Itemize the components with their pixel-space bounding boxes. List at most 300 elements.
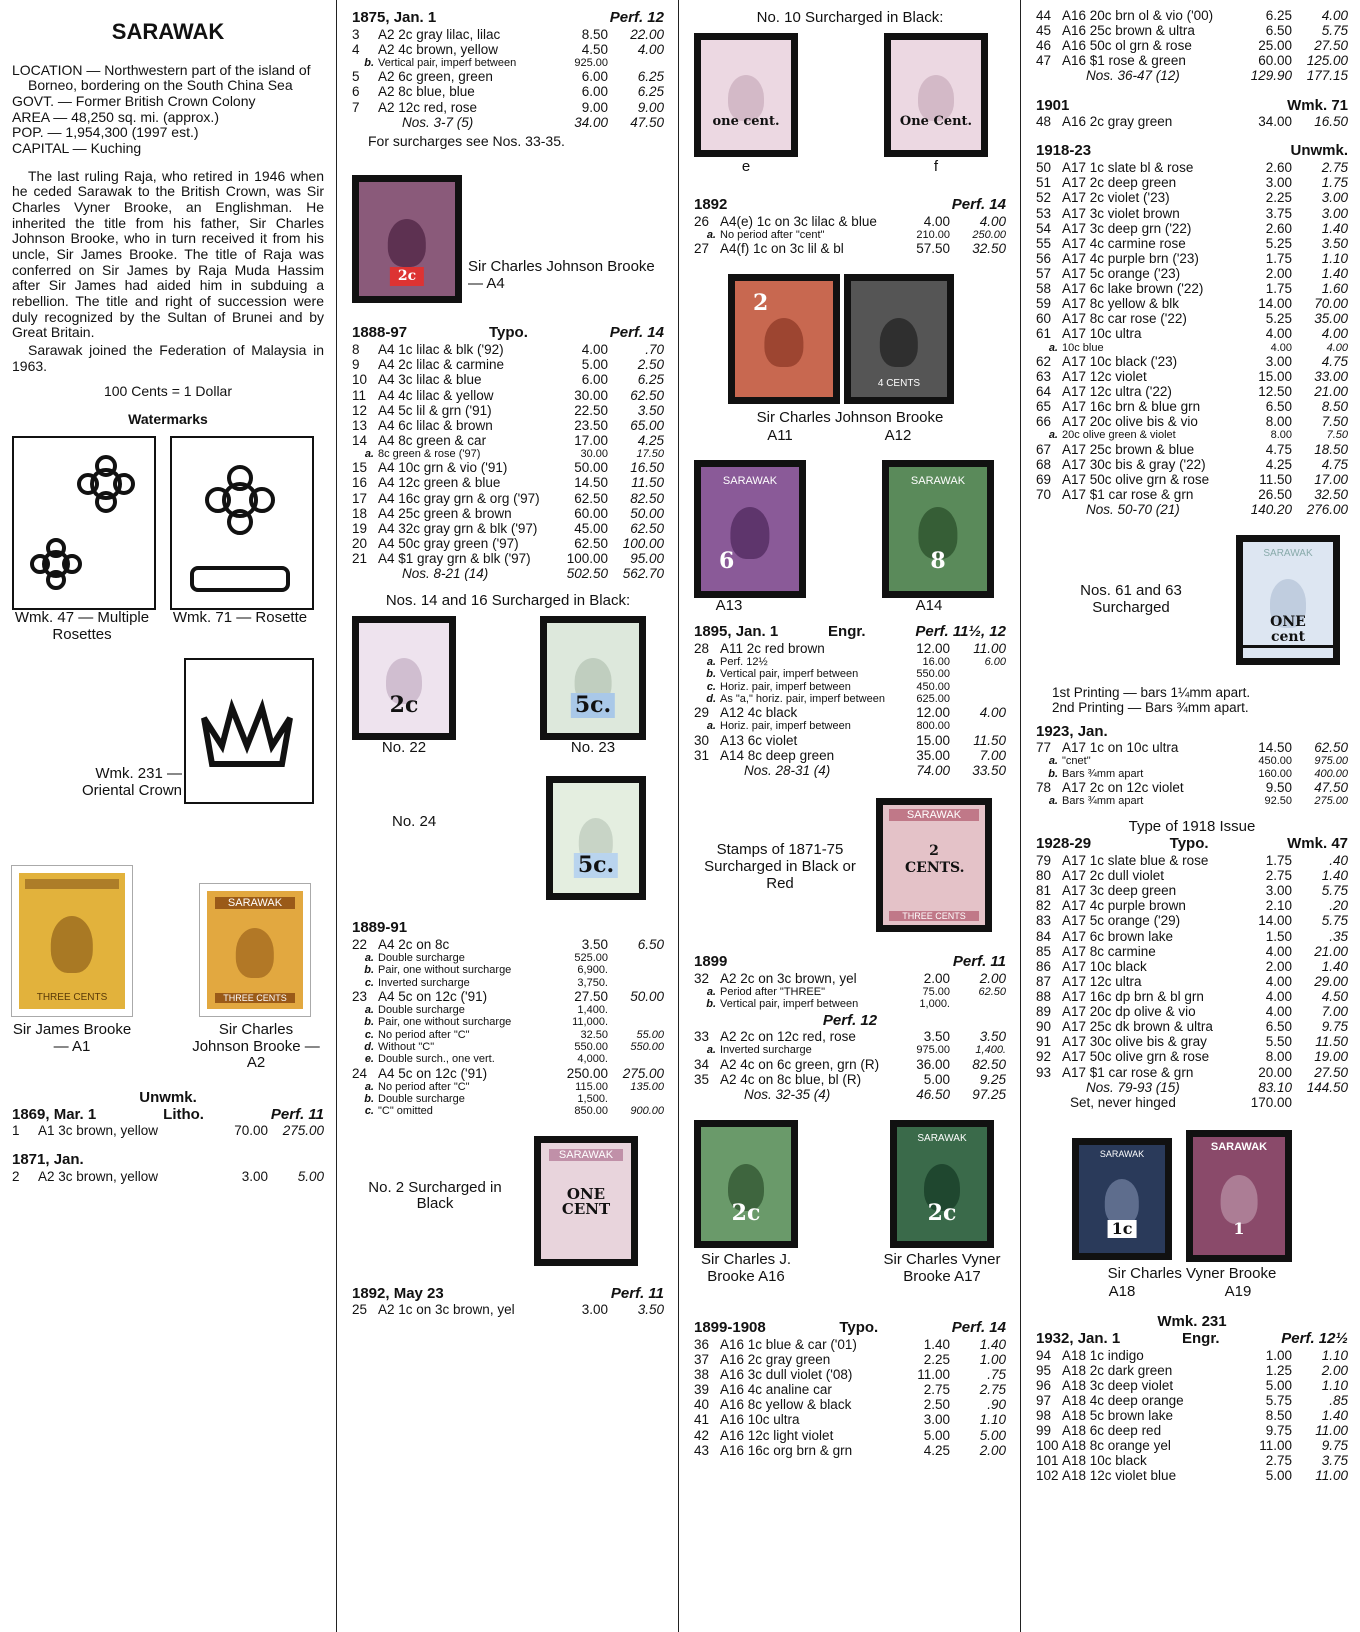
- variety-row: [694, 720, 1006, 732]
- catalog-desc: A18 1c indigo: [1062, 1347, 1144, 1363]
- value-used: [950, 681, 1006, 693]
- value-unused: 3.00: [241, 1169, 268, 1185]
- catalog-number: 65: [1036, 399, 1052, 415]
- variety-row: [1036, 768, 1348, 780]
- value-used: 82.50: [630, 490, 664, 506]
- stamp-text: THREE CENTS: [889, 911, 979, 921]
- value-unused: 35.00: [916, 747, 950, 763]
- value-unused: 11.50: [1259, 471, 1292, 487]
- catalog-row: [1036, 206, 1348, 221]
- variety-desc: Vertical pair, imperf between: [720, 668, 859, 681]
- total-unused: 46.50: [916, 1087, 950, 1102]
- pop-text: POP. — 1,954,300 (1997 est.): [12, 124, 199, 141]
- stamp-banner: [25, 879, 119, 889]
- catalog-row: [352, 388, 664, 403]
- catalog-desc: A4(e) 1c on 3c lilac & blue: [720, 213, 877, 229]
- catalog-number: 68: [1036, 456, 1052, 472]
- value-unused: 12.00: [916, 640, 950, 656]
- catalog-row: [1036, 1049, 1348, 1064]
- catalog-number: 8: [352, 342, 360, 358]
- catalog-desc: A2 4c on 8c blue, bl (R): [720, 1071, 862, 1087]
- no2-surcharge-block: [352, 1136, 664, 1286]
- total-row: [1036, 68, 1348, 83]
- value-used: 29.00: [1314, 973, 1348, 989]
- issue-type: Typo.: [839, 1319, 879, 1337]
- variety-row: [694, 681, 1006, 693]
- catalog-row: [1036, 236, 1348, 251]
- rosette-icon: [14, 438, 150, 604]
- value-unused: 12.00: [916, 705, 950, 721]
- catalog-desc: A17 12c ultra ('22): [1062, 384, 1172, 400]
- variety-letter: a.: [706, 1044, 716, 1057]
- stamp-denomination: 1c: [1108, 1220, 1137, 1238]
- value-unused: 4.75: [1265, 441, 1292, 457]
- stamp-surcharge: ONE CENT: [561, 1184, 611, 1219]
- value-unused: 160.00: [1258, 767, 1292, 780]
- catalog-desc: A17 4c purple brown: [1062, 898, 1186, 914]
- total-unused: 83.10: [1258, 1079, 1292, 1095]
- catalog-row: [352, 551, 664, 566]
- catalog-number: 20: [352, 535, 368, 551]
- catalog-desc: A17 10c black: [1062, 958, 1147, 974]
- catalog-row: [1036, 221, 1348, 236]
- value-used: 6.25: [637, 84, 664, 100]
- value-used: 4.00: [637, 41, 664, 57]
- value-used: [950, 998, 1006, 1010]
- portrait-icon: [764, 318, 803, 367]
- catalog-list: [1036, 8, 1348, 68]
- total-unused: 140.20: [1250, 502, 1292, 518]
- catalog-desc: A17 16c brn & blue grn: [1062, 399, 1201, 415]
- value-unused: 1.00: [1265, 1347, 1292, 1363]
- issue-perf: Perf. 11½, 12: [915, 623, 1006, 641]
- value-unused: 14.50: [574, 475, 608, 491]
- issue-perf: Perf. 14: [951, 1319, 1006, 1337]
- value-unused: 2.00: [923, 970, 950, 986]
- value-used: 1,400.: [975, 1044, 1006, 1057]
- stamp-denomination: 2: [753, 290, 769, 317]
- stamp-surcharge: ONE cent: [1243, 615, 1333, 649]
- portrait-icon: [880, 318, 918, 367]
- total-used: 177.15: [1306, 68, 1348, 84]
- value-used: 550.00: [630, 1040, 664, 1053]
- type-1918-heading: Type of 1918 Issue: [1128, 818, 1256, 836]
- value-unused: 1,400.: [577, 1003, 608, 1016]
- total-unused: 74.00: [916, 762, 950, 778]
- value-unused: 14.50: [1258, 740, 1292, 756]
- value-used: 4.75: [1321, 456, 1348, 472]
- catalog-number: 21: [352, 550, 368, 566]
- catalog-list: [694, 1337, 1006, 1458]
- value-used: 62.50: [630, 520, 664, 536]
- value-used: 975.00: [1314, 755, 1348, 768]
- variety-list: [352, 1081, 664, 1118]
- catalog-row: [1036, 457, 1348, 472]
- never-hinged-label: Set, never hinged: [1070, 1094, 1176, 1110]
- catalog-row: [1036, 114, 1348, 129]
- a17-caption: Sir Charles Vyner Brooke A17: [883, 1251, 1001, 1285]
- catalog-desc: A17 10c black ('23): [1062, 353, 1178, 369]
- value-unused: 23.50: [574, 417, 608, 433]
- catalog-number: 59: [1036, 296, 1052, 312]
- value-used: 1.10: [1321, 250, 1348, 266]
- catalog-number: 36: [694, 1336, 710, 1352]
- issue-header: [1036, 1331, 1348, 1348]
- issue-header: [352, 1286, 664, 1303]
- stamp-denomination: 2c: [389, 691, 419, 718]
- stamp-2-cents: [876, 798, 992, 932]
- variety-desc: "cnet": [1062, 755, 1091, 768]
- catalog-desc: A4 32c gray grn & blk ('97): [378, 520, 538, 536]
- value-used: 135.00: [630, 1080, 664, 1093]
- total-used: 276.00: [1306, 502, 1348, 518]
- column-2: [352, 8, 664, 1632]
- catalog-number: 77: [1036, 740, 1052, 756]
- value-unused: 25.00: [1258, 38, 1292, 54]
- variety-letter: a.: [364, 951, 374, 964]
- value-used: .40: [1329, 853, 1348, 869]
- catalog-row: [352, 42, 664, 57]
- value-unused: 2.75: [923, 1382, 950, 1398]
- stamp-denomination: 2c: [927, 1199, 957, 1226]
- label-e: e: [741, 157, 751, 175]
- catalog-number: 2: [12, 1169, 20, 1185]
- catalog-desc: A17 30c bis & gray ('22): [1062, 456, 1206, 472]
- catalog-desc: A2 1c on 3c brown, yel: [378, 1302, 515, 1318]
- catalog-desc: A17 3c violet brown: [1062, 205, 1180, 221]
- catalog-number: 48: [1036, 114, 1052, 130]
- issue-perf: Perf. 11: [270, 1105, 324, 1123]
- value-unused: 3.00: [923, 1412, 950, 1428]
- currency-text: 100 Cents = 1 Dollar: [103, 383, 233, 400]
- catalog-number: 7: [352, 99, 360, 115]
- catalog-desc: A2 8c blue, blue: [378, 84, 475, 100]
- value-unused: 30.00: [580, 448, 608, 460]
- catalog-desc: A17 4c carmine rose: [1062, 235, 1186, 251]
- stamp-a16-a17-block: [694, 1120, 1006, 1320]
- value-unused: 6.50: [1265, 23, 1292, 39]
- value-used: .35: [1329, 928, 1348, 944]
- catalog-number: 54: [1036, 220, 1052, 236]
- value-unused: 9.50: [1265, 780, 1292, 796]
- catalog-number: 90: [1036, 1019, 1052, 1035]
- catalog-desc: A4 25c green & brown: [378, 505, 512, 521]
- value-used: 47.50: [1314, 780, 1348, 796]
- total-label: Nos. 8-21 (14): [402, 566, 489, 582]
- surcharge-heading: No. 10 Surcharged in Black:: [756, 9, 944, 26]
- value-used: 6.50: [637, 936, 664, 952]
- catalog-number: 29: [694, 705, 710, 721]
- stamp-a14: [882, 460, 994, 598]
- stamp-a4-block: [352, 175, 664, 325]
- value-unused: 2.00: [1265, 958, 1292, 974]
- total-label: Nos. 3-7 (5): [402, 114, 474, 130]
- variety-desc: No period after "C": [378, 1028, 470, 1041]
- catalog-row: [1036, 1408, 1348, 1423]
- value-used: 400.00: [1314, 767, 1348, 780]
- catalog-number: 25: [352, 1302, 368, 1318]
- crown-icon: [186, 660, 308, 798]
- nos61-63-caption: Nos. 61 and 63 Surcharged: [1080, 582, 1182, 617]
- value-unused: 12.50: [1258, 384, 1292, 400]
- total-row: [1036, 502, 1348, 517]
- variety-row: [694, 986, 1006, 998]
- catalog-row: [694, 748, 1006, 763]
- value-unused: 5.00: [923, 1427, 950, 1443]
- variety-row: [1036, 795, 1348, 807]
- value-used: 32.50: [972, 241, 1006, 257]
- value-used: 1.10: [1321, 1377, 1348, 1393]
- stamp-a2: [200, 884, 310, 1016]
- a2-caption: Sir Charles Johnson Brooke — A2: [192, 1020, 320, 1072]
- value-unused: 925.00: [574, 57, 608, 70]
- variety-letter: a.: [706, 985, 716, 998]
- value-used: 7.00: [1321, 1004, 1348, 1020]
- value-unused: 5.25: [1265, 235, 1292, 251]
- catalog-number: 27: [694, 241, 710, 257]
- value-used: 17.00: [1314, 471, 1348, 487]
- printing-note: 2nd Printing — Bars ¾mm apart.: [1052, 700, 1249, 716]
- value-unused: 8.00: [1265, 1049, 1292, 1065]
- catalog-desc: A17 3c deep grn ('22): [1062, 220, 1192, 236]
- value-used: 5.75: [1321, 913, 1348, 929]
- value-used: 2.00: [979, 1442, 1006, 1458]
- catalog-row: [694, 241, 1006, 256]
- value-used: [608, 977, 664, 989]
- column-divider: [336, 0, 337, 1632]
- value-unused: 5.25: [1265, 311, 1292, 327]
- issue-date: 1892, May 23: [352, 1284, 444, 1302]
- catalog-desc: A18 6c deep red: [1062, 1423, 1162, 1439]
- variety-row: [352, 964, 664, 976]
- value-used: 21.00: [1314, 384, 1348, 400]
- stamp-a11: [728, 274, 840, 404]
- catalog-number: 97: [1036, 1392, 1052, 1408]
- catalog-number: 101: [1036, 1453, 1059, 1469]
- variety-desc: Inverted surcharge: [378, 976, 470, 989]
- catalog-number: 63: [1036, 368, 1052, 384]
- surcharge-ef-stamps: [694, 33, 1006, 183]
- catalog-desc: A2 2c on 12c red, rose: [720, 1029, 856, 1045]
- variety-letter: b.: [364, 1092, 374, 1105]
- value-used: 11.50: [1315, 1034, 1348, 1050]
- value-used: 33.00: [1314, 368, 1348, 384]
- portrait-icon: [730, 507, 769, 559]
- value-unused: 14.00: [1258, 913, 1292, 929]
- value-unused: 1.50: [1265, 928, 1292, 944]
- a18-label: A18: [1108, 1282, 1136, 1300]
- value-unused: 1.40: [923, 1336, 950, 1352]
- value-used: 2.75: [1321, 160, 1348, 176]
- catalog-number: 55: [1036, 235, 1052, 251]
- value-used: 3.00: [1321, 190, 1348, 206]
- catalog-row: [352, 342, 664, 357]
- value-unused: 6.50: [1265, 399, 1292, 415]
- value-used: 1.00: [979, 1352, 1006, 1368]
- variety-row: [694, 229, 1006, 241]
- stamp-country: SARAWAK: [910, 475, 966, 488]
- stamp-country: SARAWAK: [1263, 548, 1313, 560]
- value-used: [950, 693, 1006, 705]
- a18-a19-caption: Sir Charles Vyner Brooke: [1107, 1264, 1277, 1282]
- catalog-number: 43: [694, 1442, 710, 1458]
- catalog-row: [1036, 354, 1348, 369]
- catalog-row: [694, 705, 1006, 720]
- perf-subheading: [694, 1013, 1006, 1030]
- value-used: 3.50: [637, 1302, 664, 1318]
- catalog-row: [1036, 266, 1348, 281]
- catalog-desc: A16 2c gray green: [720, 1352, 831, 1368]
- catalog-desc: A17 8c yellow & blk: [1062, 296, 1180, 312]
- catalog-number: 50: [1036, 160, 1052, 176]
- catalog-number: 70: [1036, 487, 1052, 503]
- value-used: 27.50: [1314, 1064, 1348, 1080]
- catalog-number: 19: [352, 520, 368, 536]
- stamp-a13: [694, 460, 806, 598]
- catalog-number: 61: [1036, 326, 1052, 342]
- value-unused: 5.50: [1265, 1034, 1292, 1050]
- value-used: 1.75: [1321, 175, 1348, 191]
- value-used: 4.75: [1321, 353, 1348, 369]
- catalog-number: 44: [1036, 8, 1052, 23]
- value-used: 19.00: [1314, 1049, 1348, 1065]
- stamp-denomination: 5c.: [574, 853, 618, 878]
- stamp-a11-a12-block: [694, 274, 1006, 456]
- catalog-row: [1036, 281, 1348, 296]
- catalog-row: [1036, 868, 1348, 883]
- stamp-denomination: 8: [930, 548, 946, 575]
- catalog-desc: A2 3c brown, yellow: [38, 1169, 159, 1185]
- value-used: 3.50: [979, 1029, 1006, 1045]
- issue-header: [1036, 836, 1348, 853]
- value-used: 5.75: [1321, 883, 1348, 899]
- value-unused: 36.00: [916, 1056, 950, 1072]
- value-unused: 8.00: [1270, 429, 1292, 442]
- value-used: 55.00: [636, 1028, 664, 1041]
- value-used: 62.50: [978, 985, 1006, 998]
- stamp-country: SARAWAK: [1210, 1140, 1268, 1153]
- catalog-row: [1036, 959, 1348, 974]
- variety-letter: a.: [706, 656, 716, 669]
- value-unused: 550.00: [916, 668, 950, 681]
- variety-letter: d.: [364, 1040, 374, 1053]
- catalog-number: 30: [694, 732, 710, 748]
- stamp-country: SARAWAK: [215, 897, 295, 909]
- catalog-row: [1036, 780, 1348, 795]
- catalog-desc: A18 5c brown lake: [1062, 1407, 1174, 1423]
- catalog-row: [1036, 53, 1348, 68]
- catalog-number: 92: [1036, 1049, 1052, 1065]
- variety-letter: d.: [706, 692, 716, 705]
- value-unused: 5.00: [1265, 1468, 1292, 1484]
- issue-header: [694, 197, 1006, 214]
- catalog-row: [1036, 1438, 1348, 1453]
- catalog-row: [694, 1352, 1006, 1367]
- total-unused: 34.00: [574, 114, 608, 130]
- value-used: 70.00: [1314, 296, 1348, 312]
- issue-date: 1928-29: [1036, 835, 1092, 853]
- catalog-list: [352, 342, 664, 448]
- variety-desc: No period after "C": [378, 1080, 470, 1093]
- catalog-number: 22: [352, 936, 368, 952]
- value-unused: 1,500.: [577, 1092, 608, 1105]
- value-used: 3.00: [1321, 205, 1348, 221]
- catalog-row: [352, 1066, 664, 1081]
- column-1: [12, 8, 324, 1632]
- variety-row: [352, 448, 664, 460]
- catalog-row: [1036, 1393, 1348, 1408]
- catalog-desc: A2 4c brown, yellow: [378, 41, 499, 57]
- value-used: .90: [987, 1397, 1006, 1413]
- catalog-number: 14: [352, 432, 368, 448]
- value-used: 1.40: [1321, 220, 1348, 236]
- variety-row: [1036, 429, 1348, 441]
- catalog-desc: A4 5c on 12c ('91): [378, 988, 488, 1004]
- value-unused: 625.00: [916, 692, 950, 705]
- rosette-icon: [172, 438, 308, 604]
- column-divider: [678, 0, 679, 1632]
- catalog-desc: A4 $1 gray grn & blk ('97): [378, 550, 531, 566]
- value-unused: 210.00: [916, 228, 950, 241]
- value-used: 11.00: [1315, 1423, 1348, 1439]
- value-used: 50.00: [630, 505, 664, 521]
- stamp-f: [884, 33, 988, 157]
- value-unused: 5.00: [1265, 1377, 1292, 1393]
- variety-desc: Double surcharge: [378, 951, 465, 964]
- stamp-denomination: 5c.: [571, 693, 615, 718]
- wmk231-image: [184, 658, 314, 804]
- catalog-number: 39: [694, 1382, 710, 1398]
- stamp-no24: [546, 776, 646, 900]
- value-used: 6.00: [984, 656, 1006, 669]
- value-unused: 4.00: [1265, 973, 1292, 989]
- issue-date: 1932, Jan. 1: [1036, 1329, 1121, 1347]
- wmk71-image: [170, 436, 314, 610]
- value-used: 1.40: [1321, 958, 1348, 974]
- value-unused: 3.75: [1265, 205, 1292, 221]
- catalog-number: 37: [694, 1352, 710, 1368]
- catalog-desc: A17 12c violet: [1062, 368, 1147, 384]
- variety-row: [694, 693, 1006, 705]
- catalog-desc: A2 12c red, rose: [378, 99, 478, 115]
- value-used: 4.00: [979, 213, 1006, 229]
- catalog-number: 6: [352, 84, 360, 100]
- catalog-number: 38: [694, 1367, 710, 1383]
- value-used: 21.00: [1314, 943, 1348, 959]
- printing-note: 1st Printing — bars 1¼mm apart.: [1052, 685, 1251, 701]
- catalog-number: 81: [1036, 883, 1052, 899]
- variety-row: [352, 952, 664, 964]
- stamp-e: [694, 33, 798, 157]
- issue-date: 1875, Jan. 1: [352, 9, 437, 26]
- variety-list: [694, 986, 1006, 1011]
- value-used: 4.00: [1326, 341, 1348, 354]
- variety-row: [352, 1041, 664, 1053]
- catalog-desc: A16 8c yellow & black: [720, 1397, 852, 1413]
- catalog-row: [1036, 1468, 1348, 1483]
- issue-date: 1923, Jan.: [1036, 722, 1108, 740]
- catalog-desc: A17 1c slate blue & rose: [1062, 853, 1209, 869]
- value-used: 7.50: [1326, 429, 1348, 442]
- catalog-number: 67: [1036, 441, 1052, 457]
- catalog-desc: A17 2c on 12c violet: [1062, 780, 1184, 796]
- catalog-row: [1036, 369, 1348, 384]
- value-unused: 30.00: [574, 387, 608, 403]
- value-unused: 6.00: [581, 372, 608, 388]
- portrait-icon: [388, 219, 426, 267]
- value-used: 7.50: [1321, 414, 1348, 430]
- value-used: 1.10: [979, 1412, 1006, 1428]
